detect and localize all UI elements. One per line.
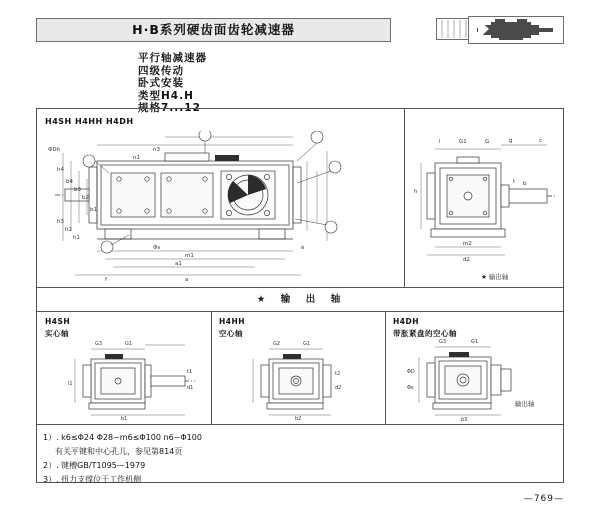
- svg-text:c: c: [539, 138, 543, 144]
- svg-text:m1: m1: [185, 253, 194, 259]
- spec-line-1: 平行轴减速器: [138, 52, 207, 64]
- svg-text:n3: n3: [153, 147, 160, 153]
- variant-3-drawing: [405, 339, 555, 423]
- svg-text:h4: h4: [57, 167, 64, 173]
- svg-text:h2: h2: [65, 227, 72, 233]
- note-3: 3）. 扭力支撑位于工作机侧: [43, 475, 142, 484]
- spec-list: [138, 52, 207, 115]
- page-header: [36, 18, 564, 42]
- divider-variant-2-3: [385, 311, 386, 424]
- output-shaft-note: ★ 输出轴: [481, 273, 509, 281]
- svg-text:Φs: Φs: [153, 245, 161, 251]
- svg-text:G3: G3: [95, 341, 103, 347]
- plan-view-drawing: [45, 131, 397, 283]
- svg-text:b: b: [523, 181, 527, 187]
- divider-variant-1-2: [211, 311, 212, 424]
- variant-3-shaft-label: 输出轴: [515, 400, 535, 408]
- notes-block: [43, 431, 202, 487]
- svg-text:l: l: [439, 139, 441, 145]
- divider-variants-top: [37, 311, 563, 312]
- svg-text:b1: b1: [121, 416, 128, 421]
- svg-text:b3: b3: [461, 417, 468, 423]
- svg-text:d2: d2: [335, 385, 342, 391]
- svg-text:t1: t1: [187, 369, 193, 375]
- svg-text:b2: b2: [82, 195, 89, 201]
- section-band-title: ★ 输 出 轴: [256, 294, 344, 305]
- svg-text:t: t: [513, 179, 516, 185]
- svg-text:Φs: Φs: [407, 385, 414, 391]
- svg-text:b4: b4: [66, 179, 73, 185]
- svg-text:h1: h1: [73, 235, 80, 241]
- svg-text:G2: G2: [273, 341, 281, 347]
- svg-text:ΦD: ΦD: [407, 369, 415, 375]
- drawing-frame: [36, 108, 564, 483]
- variant-1-code: H4SH: [45, 317, 71, 326]
- svg-text:b3: b3: [74, 187, 81, 193]
- svg-text:e: e: [301, 245, 305, 251]
- note-2: 2）. 键槽GB/T1095—1979: [43, 461, 146, 470]
- svg-text:n1: n1: [133, 155, 140, 161]
- variant-2-desc: 空心轴: [219, 329, 243, 338]
- svg-text:G1: G1: [125, 341, 133, 347]
- svg-text:G: G: [485, 139, 490, 145]
- spec-line-5: 规格7...12: [138, 102, 201, 114]
- svg-text:g: g: [509, 138, 513, 144]
- spec-line-2: 四级传动: [138, 64, 184, 77]
- variant-2-drawing: [239, 341, 379, 421]
- page-title: H·B系列硬齿面齿轮减速器: [132, 22, 295, 37]
- variant-1-drawing: [65, 341, 205, 421]
- top-view-label: H4SH H4HH H4DH: [45, 117, 134, 126]
- divider-views: [404, 109, 405, 287]
- svg-text:b1: b1: [90, 207, 97, 213]
- page-number: —769—: [523, 494, 564, 504]
- svg-text:G1: G1: [459, 139, 467, 145]
- variant-2-code: H4HH: [219, 317, 246, 326]
- note-1: 1）. k6≤Φ24 Φ28~m6≤Φ100 n6~Φ100: [43, 433, 202, 442]
- svg-text:t2: t2: [335, 371, 341, 377]
- svg-text:b2: b2: [295, 416, 302, 421]
- svg-text:h: h: [414, 189, 418, 195]
- svg-text:h3: h3: [57, 219, 64, 225]
- divider-notes: [37, 424, 563, 425]
- svg-text:G1: G1: [471, 339, 479, 345]
- svg-text:m2: m2: [463, 241, 472, 247]
- svg-text:d2: d2: [463, 257, 470, 263]
- svg-text:G3: G3: [439, 339, 447, 345]
- note-1b: 有关平键和中心孔儿，参见第814页: [55, 447, 183, 456]
- svg-text:f: f: [105, 277, 107, 283]
- svg-text:d1: d1: [187, 385, 194, 391]
- variant-1-desc: 实心轴: [45, 329, 69, 338]
- spec-line-4: 类型H4.H: [138, 89, 194, 102]
- svg-text:G1: G1: [303, 341, 311, 347]
- svg-text:ΦDh: ΦDh: [48, 147, 61, 153]
- svg-text:l1: l1: [68, 381, 73, 387]
- end-view-drawing: [413, 135, 561, 275]
- spec-line-3: 卧式安装: [138, 77, 184, 89]
- svg-text:a1: a1: [175, 261, 182, 267]
- svg-text:a: a: [185, 277, 189, 283]
- divider-top: [37, 287, 563, 288]
- variant-3-code: H4DH: [393, 317, 419, 326]
- tab-flag-icon: [436, 18, 492, 40]
- variant-3-desc: 带胀紧盘的空心轴: [393, 329, 457, 338]
